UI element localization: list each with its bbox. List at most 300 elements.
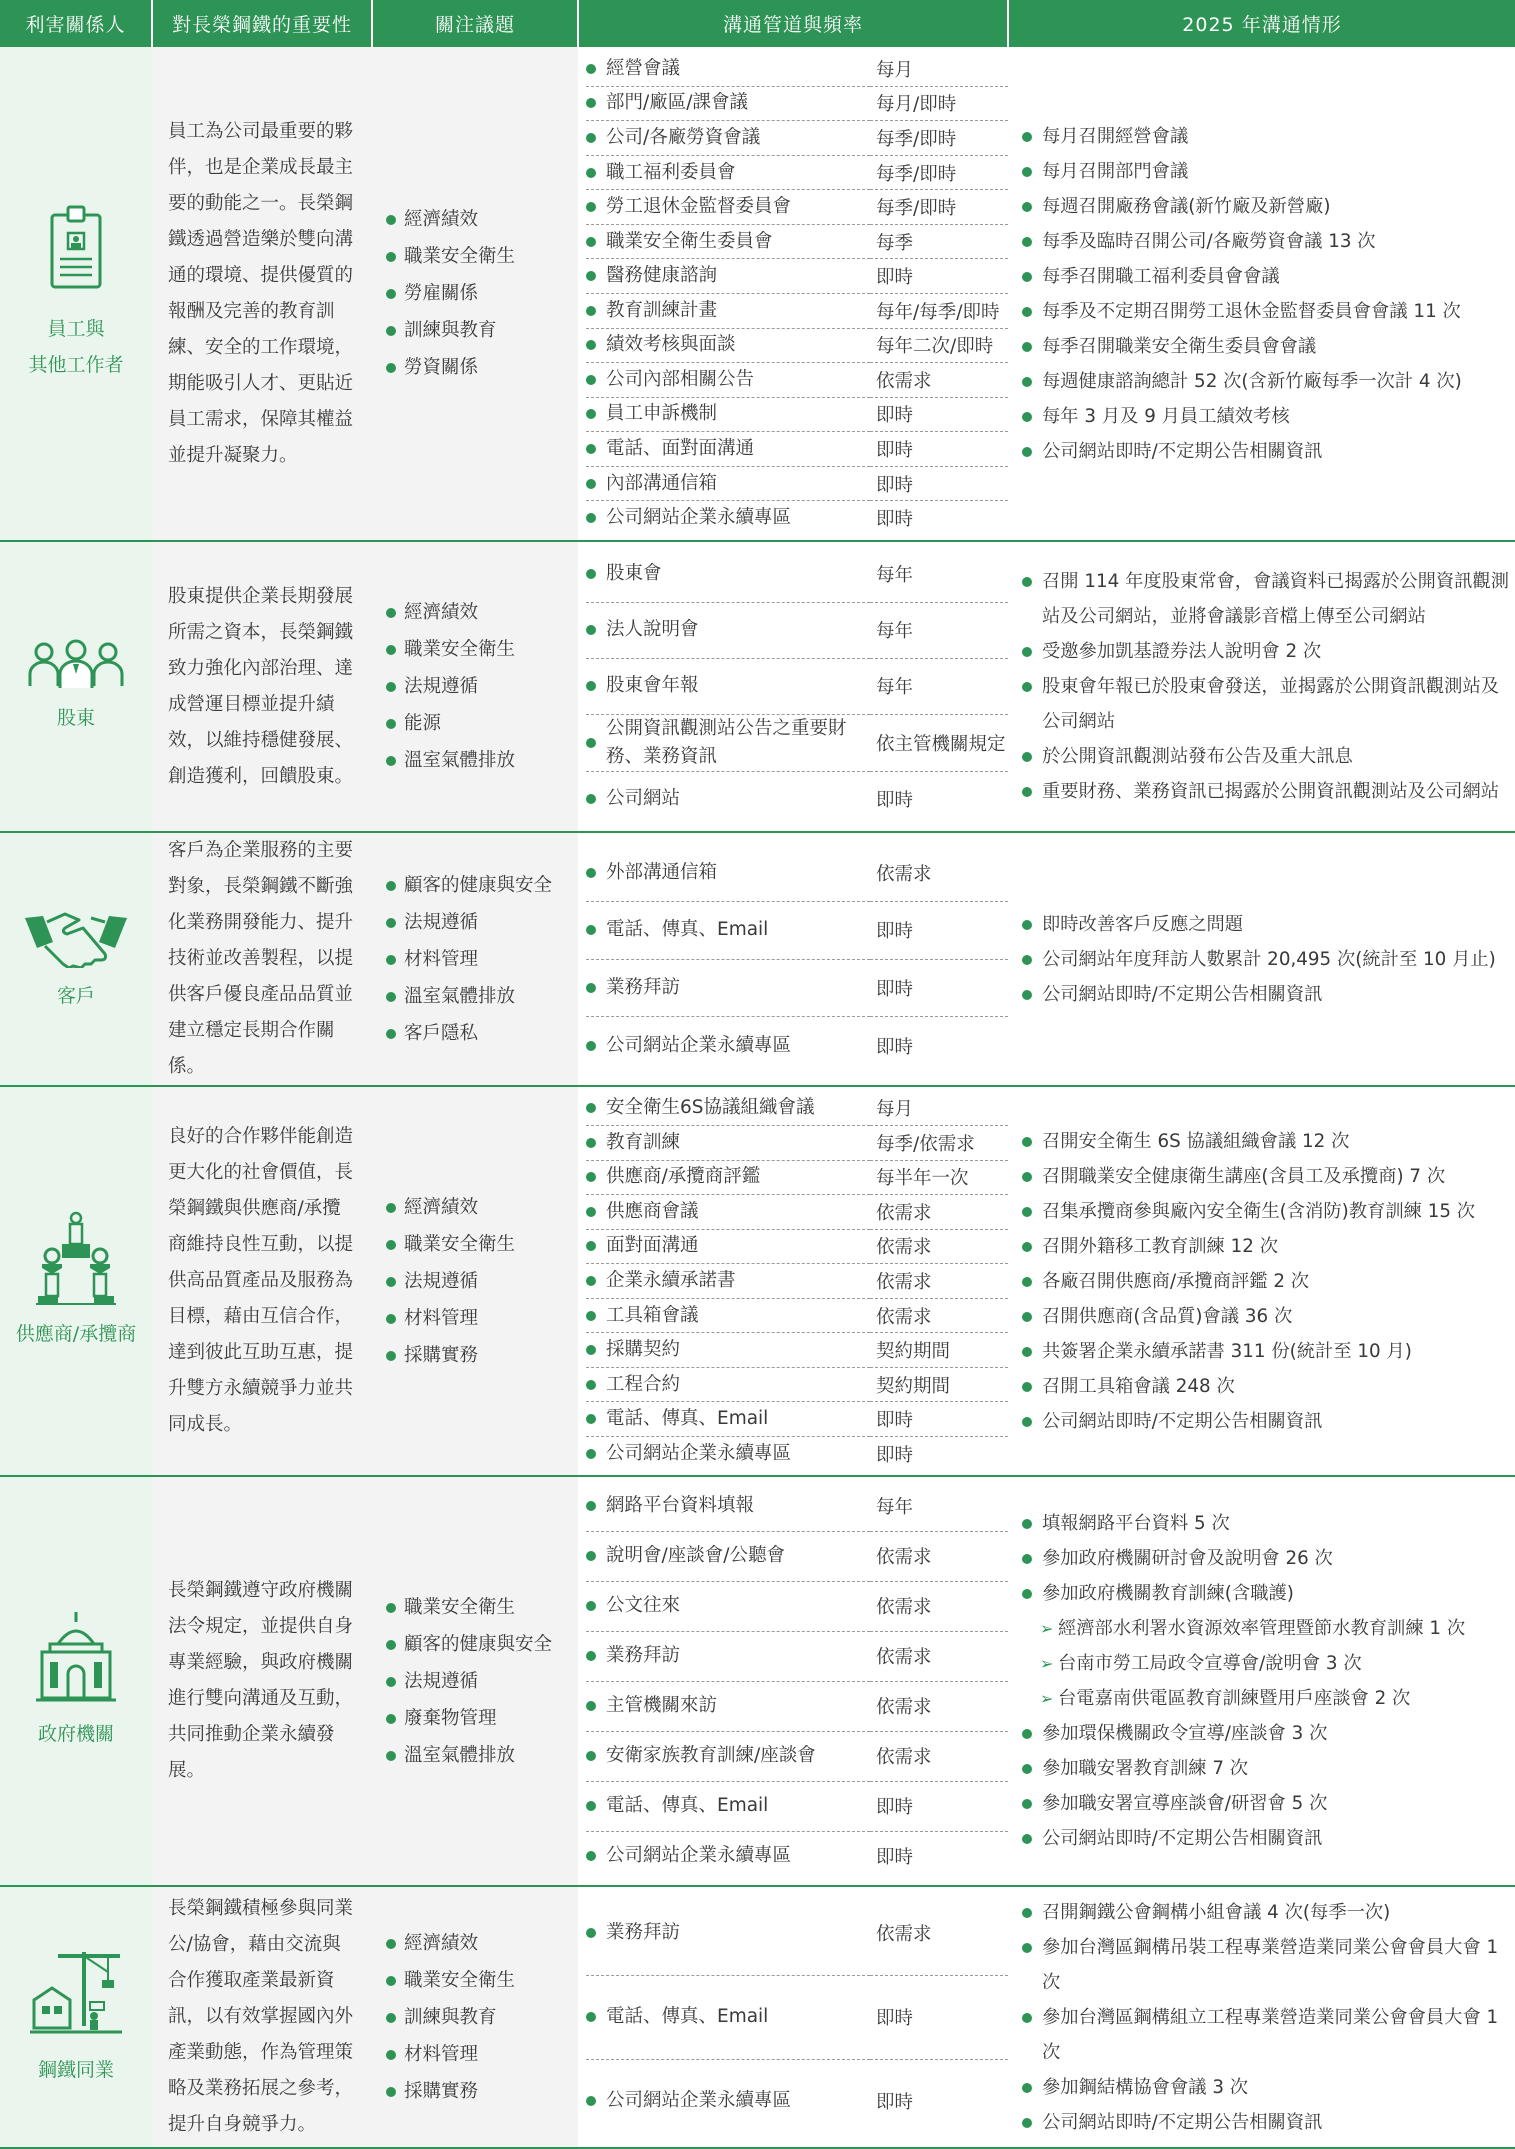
channels-table: [586, 1481, 1008, 1881]
channel-name-cell: [586, 121, 870, 156]
bullet-icon: [1022, 237, 1032, 247]
bullet-icon: [1022, 752, 1032, 762]
topic-label: 經濟績效: [404, 209, 479, 230]
channel-row: [586, 328, 1008, 363]
channel-name: 公司內部相關公告: [606, 368, 755, 390]
arrow-right-icon: ➢: [1040, 1619, 1054, 1638]
bullet-icon: [586, 1801, 596, 1811]
status-text: 公司網站即時/不定期公告相關資訊: [1042, 440, 1323, 462]
channel-frequency: 每月/即時: [870, 86, 1008, 121]
channel-frequency: 每年/每季/即時: [870, 294, 1008, 329]
bullet-icon: [1022, 167, 1032, 177]
bullet-icon: [386, 1029, 396, 1039]
bullet-icon: [1022, 377, 1032, 387]
bullet-icon: [386, 1203, 396, 1213]
status-item: [1022, 1930, 1509, 2000]
topic-item: [386, 1263, 578, 1300]
bullet-icon: [1022, 1764, 1032, 1774]
status-text: 參加台灣區鋼構吊裝工程專業營造業同業公會會員大會 1 次: [1042, 1936, 1499, 1993]
bullet-icon: [586, 409, 596, 419]
channel-name: 教育訓練計畫: [606, 299, 718, 321]
channel-name: 經營會議: [606, 57, 681, 79]
status-item: [1022, 329, 1509, 364]
bullet-icon: [586, 1103, 596, 1113]
channel-name: 業務拜訪: [606, 1645, 681, 1666]
topic-item: [386, 1962, 578, 1999]
channel-name: 公開資訊觀測站公告之重要財務、業務資訊: [606, 717, 847, 767]
status-item: [1022, 1194, 1509, 1229]
channel-name-cell: [586, 1333, 870, 1368]
channel-row: [586, 1975, 1008, 2059]
bullet-icon: [1022, 132, 1032, 142]
channel-row: [586, 1298, 1008, 1333]
channels-cell: [578, 541, 1008, 832]
bullet-icon: [1022, 272, 1032, 282]
channel-name: 供應商會議: [606, 1200, 699, 1222]
channel-frequency: 即時: [876, 1036, 914, 1058]
bullet-icon: [586, 340, 596, 350]
channel-name-cell: [586, 771, 870, 827]
channel-row: [586, 844, 1008, 902]
status-item: [1022, 634, 1509, 669]
channels-table: [586, 52, 1008, 536]
bullet-icon: [586, 1449, 596, 1459]
channel-name-cell: [586, 658, 870, 714]
stakeholder-name: 股東: [56, 706, 95, 729]
channel-row: [586, 2059, 1008, 2143]
status-text: 召開鋼鐵公會鋼構小組會議 4 次(每季一次): [1042, 1901, 1391, 1923]
topic-item: [386, 1737, 578, 1774]
bullet-icon: [1022, 2118, 1032, 2128]
status-sub-item: [1022, 1681, 1509, 1716]
channel-row: [586, 466, 1008, 501]
channel-frequency: 即時: [876, 1444, 914, 1466]
channel-name-cell: [586, 294, 870, 329]
status-text: 共簽署企業永續承諾書 311 份(統計至 10 月): [1042, 1340, 1412, 1362]
channel-name-cell: [586, 1781, 870, 1831]
channel-frequency: 每年: [870, 602, 1008, 658]
status-item: [1022, 224, 1509, 259]
status-text: 即時改善客戶反應之問題: [1042, 913, 1244, 935]
status-text: 受邀參加凱基證券法人說明會 2 次: [1042, 641, 1322, 662]
channel-frequency: 依需求: [870, 1731, 1008, 1781]
status-text: 每月召開經營會議: [1042, 125, 1189, 147]
bullet-icon: [386, 326, 396, 336]
status-item: [1022, 1264, 1509, 1299]
bullet-icon: [586, 738, 596, 748]
channel-name: 職工福利委員會: [606, 161, 736, 183]
bullet-icon: [1022, 577, 1032, 587]
topic-label: 溫室氣體排放: [404, 1744, 516, 1766]
bullet-icon: [386, 1714, 396, 1724]
bullet-icon: [1022, 2083, 1032, 2093]
bullet-icon: [386, 215, 396, 225]
bullet-icon: [1022, 307, 1032, 317]
bullet-icon: [586, 1138, 596, 1148]
channel-frequency: 依需求: [870, 1681, 1008, 1731]
bullet-icon: [1022, 447, 1032, 457]
channel-row: [586, 1195, 1008, 1230]
topic-item: [386, 1189, 578, 1226]
status-list: [1022, 564, 1509, 809]
channel-frequency: 每年二次/即時: [870, 328, 1008, 363]
status-item: [1022, 1369, 1509, 1404]
bullet-icon: [586, 1241, 596, 1251]
status-text: 每年 3 月及 9 月員工績效考核: [1042, 405, 1290, 427]
topic-label: 法規遵循: [404, 911, 479, 933]
channel-row: [586, 902, 1008, 960]
bullet-icon: [386, 1314, 396, 1324]
topics-cell: [372, 1886, 578, 2148]
bullet-icon: [586, 1928, 596, 1938]
topics-cell: [372, 47, 578, 541]
channel-row: [586, 1481, 1008, 1531]
channel-row: [586, 1402, 1008, 1437]
bullet-icon: [586, 1851, 596, 1861]
status-text: 於公開資訊觀測站發布公告及重大訊息: [1042, 746, 1353, 767]
bullet-icon: [1022, 990, 1032, 1000]
status-item: [1022, 1229, 1509, 1264]
status-cell: [1008, 47, 1515, 541]
importance-text: 長榮鋼鐵遵守政府機關法令規定，並提供自身專業經驗，與政府機關進行雙向溝通及互動，共同推動企業永續發展。: [152, 1476, 372, 1886]
status-list: [1022, 1895, 1509, 2140]
channel-row: [586, 397, 1008, 432]
topic-item: [386, 978, 578, 1015]
channel-name-cell: [586, 1017, 870, 1075]
bullet-icon: [586, 1345, 596, 1355]
channel-name: 電話、傳真、Email: [606, 1795, 769, 1816]
bullet-icon: [386, 719, 396, 729]
topic-item: [386, 867, 578, 904]
bullet-icon: [386, 1640, 396, 1650]
channel-row: [586, 1333, 1008, 1368]
channel-name-cell: [586, 959, 870, 1017]
topic-item: [386, 275, 578, 312]
bullet-icon: [586, 168, 596, 178]
channel-frequency: 每年: [870, 546, 1008, 602]
channel-name-cell: [586, 1681, 870, 1731]
channel-frequency: 即時: [870, 259, 1008, 294]
channel-frequency: 即時: [870, 902, 1008, 960]
bullet-icon: [586, 202, 596, 212]
stakeholder-cell: [0, 1086, 152, 1476]
channel-name: 電話、傳真、Email: [606, 919, 769, 941]
topic-item: [386, 1015, 578, 1052]
status-item: [1022, 1786, 1509, 1821]
bullet-icon: [386, 1603, 396, 1613]
channel-name: 網路平台資料填報: [606, 1494, 755, 1516]
channel-row: [586, 771, 1008, 827]
channels-table: [586, 1091, 1008, 1471]
status-text: 每季及臨時召開公司/各廠勞資會議 13 次: [1042, 230, 1376, 252]
channel-name: 公司網站企業永續專區: [606, 1845, 792, 1867]
stakeholder-cell: [0, 1886, 152, 2148]
channel-name-cell: [586, 1091, 870, 1126]
topic-item: [386, 1700, 578, 1737]
channel-row: [586, 52, 1008, 87]
stakeholder-name: 政府機關: [37, 1723, 114, 1745]
bullet-icon: [386, 1240, 396, 1250]
channel-name-cell: [586, 714, 870, 771]
channel-frequency: 依需求: [870, 1891, 1008, 1975]
stakeholder-cell: [0, 1476, 152, 1886]
status-item: [1022, 1159, 1509, 1194]
topic-item: [386, 742, 578, 779]
status-text: 每週健康諮詢總計 52 次(含新竹廠每季一次計 4 次): [1042, 370, 1462, 392]
stakeholder-name: 鋼鐵同業: [37, 2059, 114, 2081]
topic-item: [386, 941, 578, 978]
status-item: [1022, 907, 1509, 942]
channel-frequency: 每年: [870, 658, 1008, 714]
importance-text: 良好的合作夥伴能創造更大化的社會價值，長榮鋼鐵與供應商/承攬商維持良性互動，以提供高品質產品及服務為目標，藉由互信合作，達到彼此互助互惠，提升雙方永續競爭力並共同成長。: [152, 1086, 372, 1476]
topic-label: 法規遵循: [404, 1270, 479, 1292]
channel-row: [586, 86, 1008, 121]
bullet-icon: [386, 608, 396, 618]
bullet-icon: [586, 1651, 596, 1661]
status-text: 每月召開部門會議: [1042, 160, 1189, 182]
channel-name: 安衛家族教育訓練/座談會: [606, 1745, 816, 1766]
status-text: 召開供應商(含品質)會議 36 次: [1042, 1305, 1293, 1327]
status-text: 每季召開職工福利委員會會議: [1042, 265, 1280, 287]
topic-label: 勞雇關係: [404, 283, 479, 304]
channel-name-cell: [586, 1298, 870, 1333]
channel-name-cell: [586, 1195, 870, 1230]
bullet-icon: [1022, 1834, 1032, 1844]
status-text: 重要財務、業務資訊已揭露於公開資訊觀測站及公司網站: [1042, 781, 1500, 802]
status-text: 台電嘉南供電區教育訓練暨用戶座談會 2 次: [1058, 1688, 1411, 1709]
bullet-icon: [586, 1701, 596, 1711]
status-item: [1022, 434, 1509, 469]
channels-table: [586, 1891, 1008, 2143]
topic-label: 材料管理: [404, 1307, 479, 1329]
channel-frequency: 依需求: [870, 1195, 1008, 1230]
status-text: 各廠召開供應商/承攬商評鑑 2 次: [1042, 1270, 1310, 1292]
status-item: [1022, 1541, 1509, 1576]
topic-item: [386, 201, 578, 238]
bullet-icon: [386, 289, 396, 299]
bullet-icon: [1022, 682, 1032, 692]
status-item: [1022, 1506, 1509, 1541]
channel-frequency: 依需求: [870, 363, 1008, 398]
bullet-icon: [1022, 1908, 1032, 1918]
status-text: 參加職安署宣導座談會/研習會 5 次: [1042, 1793, 1328, 1814]
topic-item: [386, 904, 578, 941]
topic-label: 職業安全衛生: [404, 1596, 516, 1618]
bullet-icon: [586, 794, 596, 804]
topics-list: [372, 1589, 578, 1774]
channel-row: [586, 1436, 1008, 1471]
channel-name-cell: [586, 224, 870, 259]
status-cell: [1008, 541, 1515, 832]
channel-row: [586, 224, 1008, 259]
stakeholder-name: 員工與: [47, 317, 105, 340]
status-item: [1022, 189, 1509, 224]
channel-frequency: 每年: [870, 1481, 1008, 1531]
bullet-icon: [1022, 1242, 1032, 1252]
channel-frequency: 即時: [870, 397, 1008, 432]
status-text: 參加政府機關研討會及說明會 26 次: [1042, 1548, 1333, 1569]
bullet-icon: [1022, 1519, 1032, 1529]
status-item: [1022, 1404, 1509, 1439]
channel-frequency: 契約期間: [870, 1367, 1008, 1402]
topic-item: [386, 1925, 578, 1962]
arrow-right-icon: ➢: [1040, 1654, 1054, 1673]
channel-name-cell: [586, 1831, 870, 1881]
topic-label: 訓練與教育: [404, 320, 497, 341]
topic-label: 職業安全衛生: [404, 1233, 516, 1255]
topic-label: 經濟績效: [404, 602, 479, 623]
bullet-icon: [1022, 1137, 1032, 1147]
stakeholder-cell: [0, 832, 152, 1086]
status-item: [1022, 1124, 1509, 1159]
shareholders-icon: [0, 638, 152, 694]
channel-frequency: 即時: [870, 959, 1008, 1017]
status-cell: [1008, 832, 1515, 1086]
bullet-icon: [586, 625, 596, 635]
channels-cell: [578, 47, 1008, 541]
status-item: [1022, 1751, 1509, 1786]
channel-name-cell: [586, 328, 870, 363]
suppliers-icon: [0, 1210, 152, 1310]
channel-row: [586, 1264, 1008, 1299]
topic-item: [386, 668, 578, 705]
channel-name-cell: [586, 1891, 870, 1975]
status-text: 參加鋼結構協會會議 3 次: [1042, 2076, 1249, 2098]
topic-item: [386, 594, 578, 631]
status-item: [1022, 364, 1509, 399]
status-text: 公司網站即時/不定期公告相關資訊: [1042, 983, 1323, 1005]
channel-name: 供應商/承攬商評鑑: [606, 1166, 761, 1188]
status-list: [1022, 907, 1509, 1012]
bullet-icon: [386, 756, 396, 766]
channel-row: [586, 1831, 1008, 1881]
bullet-icon: [586, 1551, 596, 1561]
status-text: 召開 114 年度股東常會，會議資料已揭露於公開資訊觀測站及公司網站，並將會議影音檔上傳至公司網站: [1042, 571, 1509, 627]
channel-row: [586, 1126, 1008, 1161]
channel-name: 主管機關來訪: [606, 1695, 718, 1716]
importance-text: 長榮鋼鐵積極參與同業公/協會，藉由交流與合作獲取產業最新資訊，以有效掌握國內外產業動態，作為管理策略及業務拓展之參考，提升自身競爭力。: [152, 1886, 372, 2148]
topic-label: 溫室氣體排放: [404, 985, 516, 1007]
channel-name: 公司/各廠勞資會議: [606, 126, 761, 148]
importance-text: 員工為公司最重要的夥伴，也是企業成長最主要的動能之一。長榮鋼鐵透過營造樂於雙向溝通的環境、提供優質的報酬及完善的教育訓練、安全的工作環境，期能吸引人才、更貼近員工需求，保障其權益並提升凝聚力。: [152, 47, 372, 541]
status-cell: [1008, 1476, 1515, 1886]
arrow-right-icon: ➢: [1040, 1689, 1054, 1708]
status-text: 召開外籍移工教育訓練 12 次: [1042, 1235, 1278, 1257]
topic-item: [386, 349, 578, 386]
status-item: [1022, 294, 1509, 329]
status-text: 召開工具箱會議 248 次: [1042, 1375, 1235, 1397]
channel-row: [586, 1891, 1008, 1975]
channel-row: [586, 1681, 1008, 1731]
channel-frequency: 依需求: [870, 1264, 1008, 1299]
bullet-icon: [1022, 920, 1032, 930]
bullet-icon: [1022, 787, 1032, 797]
bullet-icon: [586, 444, 596, 454]
channel-row: [586, 190, 1008, 225]
header-channels: 溝通管道與頻率: [578, 0, 1008, 47]
channel-row: [586, 1781, 1008, 1831]
table-header: [0, 0, 1515, 47]
topics-list: [372, 1925, 578, 2110]
bullet-icon: [586, 868, 596, 878]
bullet-icon: [1022, 1277, 1032, 1287]
status-text: 參加環保機關政令宣導/座談會 3 次: [1042, 1723, 1328, 1744]
channel-frequency: 每季: [870, 224, 1008, 259]
channel-name-cell: [586, 1160, 870, 1195]
channel-name-cell: [586, 1126, 870, 1161]
topics-list: [372, 867, 578, 1052]
bullet-icon: [386, 2013, 396, 2023]
channel-row: [586, 546, 1008, 602]
stakeholder-cell: [0, 47, 152, 541]
bullet-icon: [586, 1501, 596, 1511]
bullet-icon: [586, 1311, 596, 1321]
topics-cell: [372, 1086, 578, 1476]
channel-frequency: 依需求: [870, 1298, 1008, 1333]
channel-name: 採購契約: [606, 1339, 681, 1361]
topic-item: [386, 705, 578, 742]
channels-cell: [578, 1886, 1008, 2148]
channel-row: [586, 602, 1008, 658]
channel-name: 內部溝通信箱: [606, 472, 718, 494]
topic-item: [386, 1589, 578, 1626]
status-item: [1022, 774, 1509, 809]
bullet-icon: [586, 306, 596, 316]
status-text: 參加政府機關教育訓練(含職護): [1042, 1583, 1294, 1604]
channel-frequency: 每月: [870, 1091, 1008, 1126]
status-text: 台南市勞工局政令宣導會/說明會 3 次: [1058, 1653, 1362, 1674]
status-item: [1022, 2000, 1509, 2070]
header-status: 2025 年溝通情形: [1008, 0, 1515, 47]
channel-row: [586, 1731, 1008, 1781]
status-text: 公司網站即時/不定期公告相關資訊: [1042, 2111, 1323, 2133]
status-item: [1022, 399, 1509, 434]
channel-row: [586, 155, 1008, 190]
status-sub-item: [1022, 1646, 1509, 1681]
channel-name: 工具箱會議: [606, 1304, 699, 1326]
channel-row: [586, 294, 1008, 329]
channel-row: [586, 1581, 1008, 1631]
channel-name: 公司網站: [606, 788, 681, 810]
bullet-icon: [386, 1351, 396, 1361]
topic-label: 經濟績效: [404, 1196, 479, 1218]
bullet-icon: [386, 1976, 396, 1986]
stakeholder-row: [0, 1086, 1515, 1476]
bullet-icon: [1022, 412, 1032, 422]
channel-row: [586, 259, 1008, 294]
bullet-icon: [586, 1041, 596, 1051]
bullet-icon: [386, 1677, 396, 1687]
channel-name: 股東會: [606, 562, 662, 584]
header-topics: 關注議題: [372, 0, 578, 47]
channel-frequency: 依需求: [870, 1229, 1008, 1264]
channel-name: 公司網站企業永續專區: [606, 2090, 792, 2112]
topic-item: [386, 1300, 578, 1337]
bullet-icon: [586, 1276, 596, 1286]
topic-label: 溫室氣體排放: [404, 750, 516, 771]
status-list: [1022, 119, 1509, 469]
bullet-icon: [386, 252, 396, 262]
topic-label: 訓練與教育: [404, 2006, 497, 2028]
bullet-icon: [1022, 1589, 1032, 1599]
bullet-icon: [1022, 342, 1032, 352]
channel-name-cell: [586, 1481, 870, 1531]
topics-list: [372, 1189, 578, 1374]
channel-frequency: 依需求: [870, 1631, 1008, 1681]
status-item: [1022, 739, 1509, 774]
channel-frequency: 即時: [876, 790, 914, 812]
topic-label: 勞資關係: [404, 357, 479, 378]
